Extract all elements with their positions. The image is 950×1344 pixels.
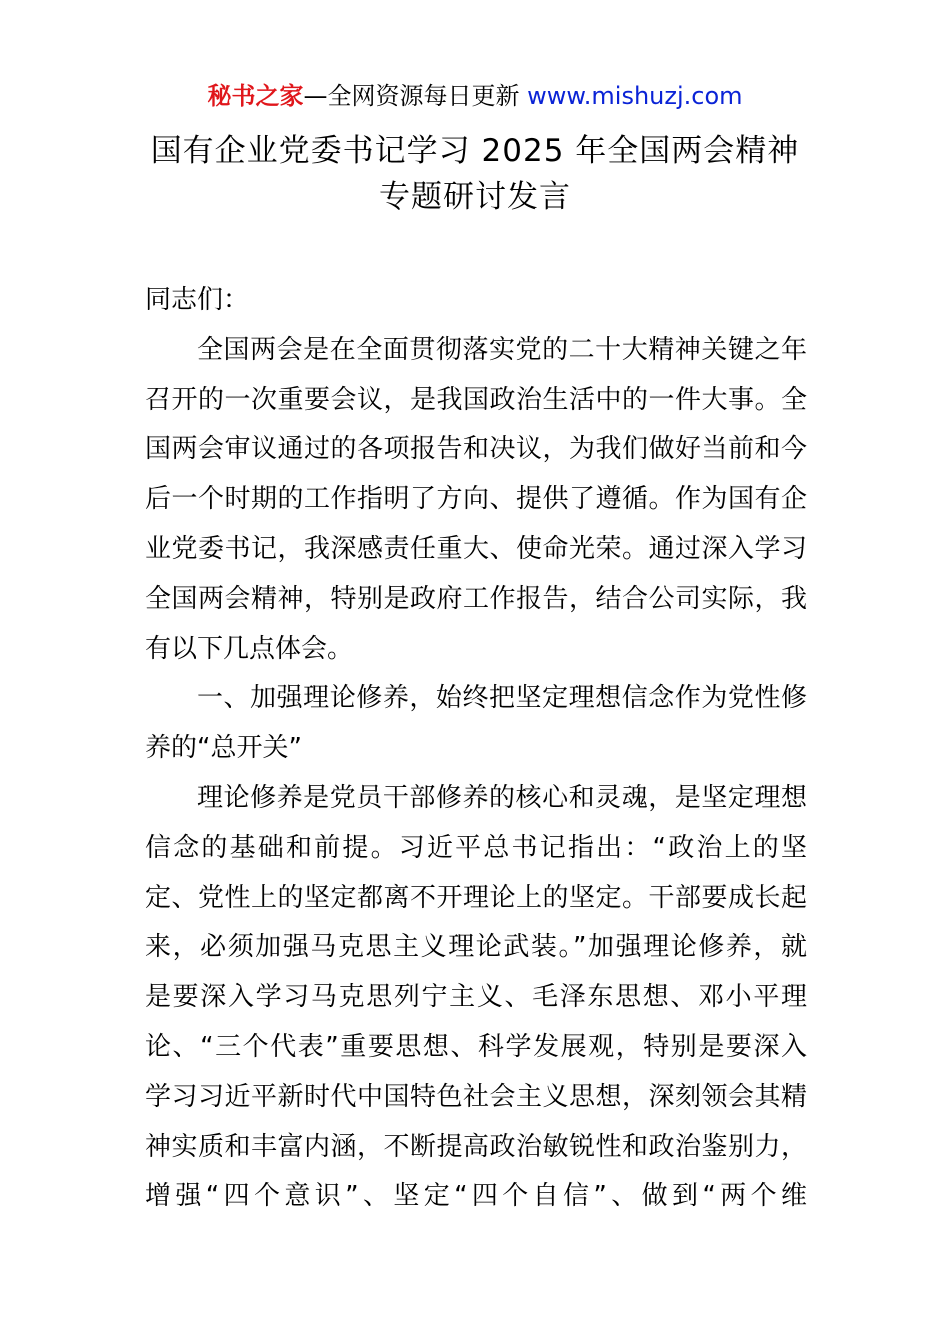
paragraph-line: 学习习近平新时代中国特色社会主义思想，深刻领会其精 bbox=[145, 1081, 807, 1112]
paragraph-line: 神实质和丰富内涵，不断提高政治敏锐性和政治鉴别力， bbox=[145, 1131, 807, 1162]
paragraph-line: 全国两会是在全面贯彻落实党的二十大精神关键之年 bbox=[197, 334, 807, 365]
paragraph-line: 信念的基础和前提。习近平总书记指出：“政治上的坚 bbox=[145, 832, 807, 863]
title-line-2: 专题研讨发言 bbox=[379, 179, 571, 215]
paragraph-line: 增强“四个意识”、坚定“四个自信”、做到“两个维 bbox=[145, 1181, 807, 1212]
site-brand: 秘书之家 bbox=[207, 82, 304, 110]
site-tagline: —全网资源每日更新 bbox=[303, 82, 528, 110]
paragraph-line: 是要深入学习马克思列宁主义、毛泽东思想、邓小平理 bbox=[145, 982, 807, 1013]
paragraph-line: 全国两会精神，特别是政府工作报告，结合公司实际，我 bbox=[145, 583, 807, 614]
salutation: 同志们： bbox=[145, 285, 250, 315]
section-heading-line: 一、加强理论修养，始终把坚定理想信念作为党性修 bbox=[197, 683, 807, 714]
site-header bbox=[0, 80, 950, 112]
paragraph-line: 业党委书记，我深感责任重大、使命光荣。通过深入学习 bbox=[145, 533, 807, 564]
paragraph-line: 有以下几点体会。 bbox=[145, 633, 354, 664]
paragraph-line: 国两会审议通过的各项报告和决议，为我们做好当前和今 bbox=[145, 434, 807, 465]
paragraph-line: 后一个时期的工作指明了方向、提供了遵循。作为国有企 bbox=[145, 484, 807, 515]
paragraph-line: 来，必须加强马克思主义理论武装。”加强理论修养，就 bbox=[145, 932, 807, 963]
section-heading-line: 养的“总开关” bbox=[145, 733, 302, 764]
site-url-link[interactable]: www.mishuzj.com bbox=[527, 82, 743, 110]
paragraph-line: 理论修养是党员干部修养的核心和灵魂，是坚定理想 bbox=[197, 782, 807, 813]
document-body bbox=[145, 276, 807, 1222]
paragraph-line: 召开的一次重要会议，是我国政治生活中的一件大事。全 bbox=[145, 384, 807, 415]
document-title bbox=[0, 128, 950, 220]
title-line-1: 国有企业党委书记学习 2025 年全国两会精神 bbox=[150, 133, 800, 169]
paragraph-line: 论、“三个代表”重要思想、科学发展观，特别是要深入 bbox=[145, 1031, 807, 1062]
paragraph-line: 定、党性上的坚定都离不开理论上的坚定。干部要成长起 bbox=[145, 882, 807, 913]
